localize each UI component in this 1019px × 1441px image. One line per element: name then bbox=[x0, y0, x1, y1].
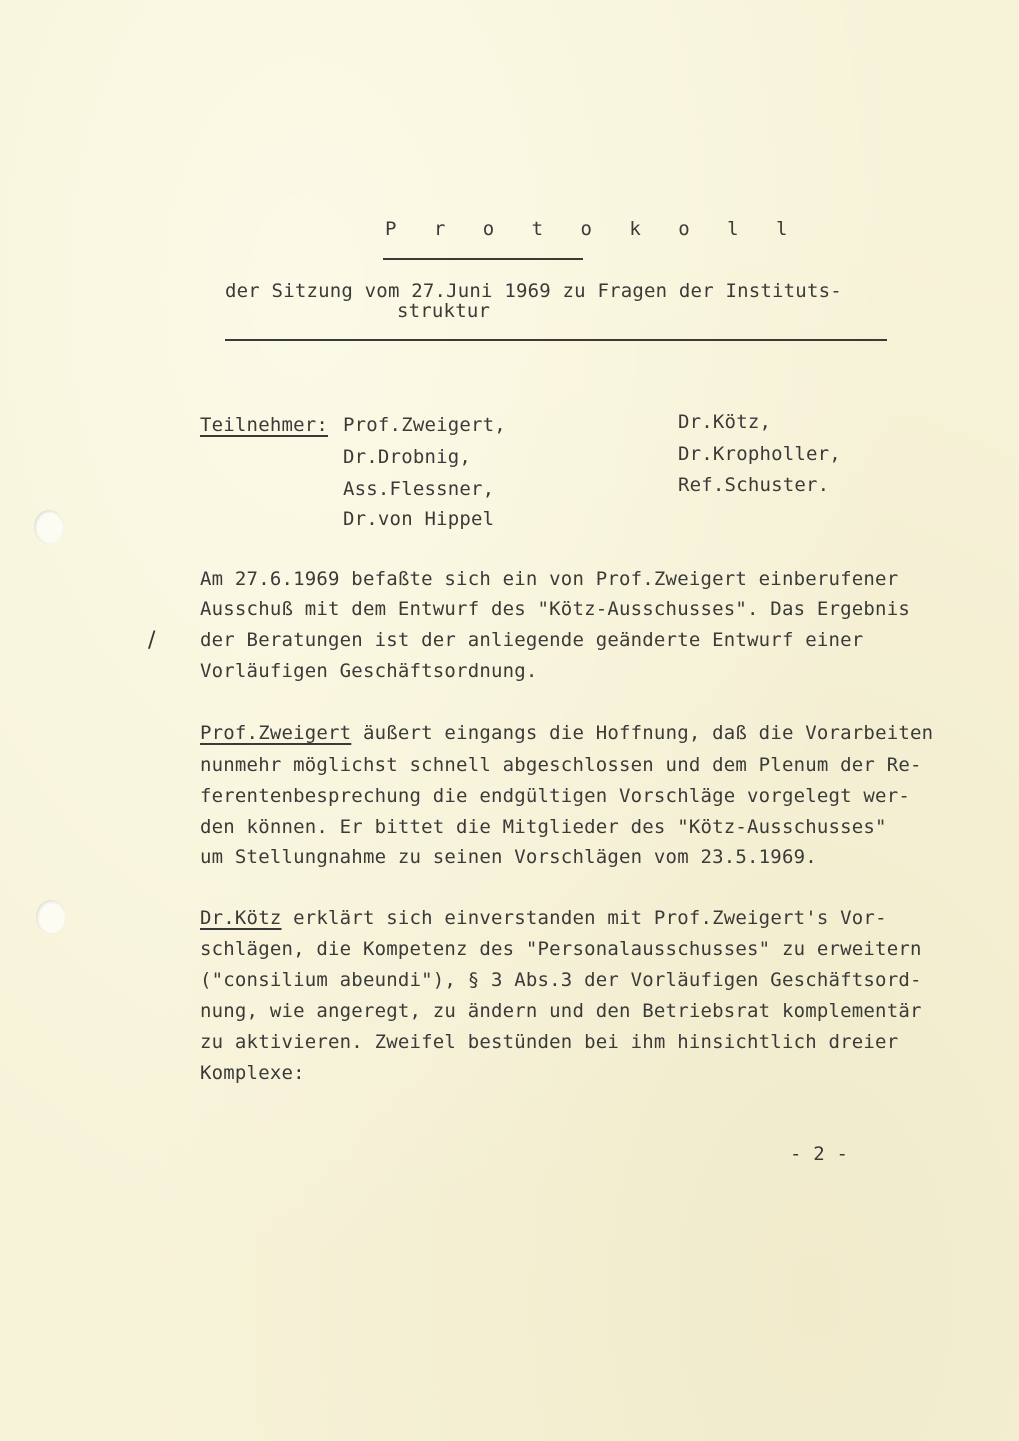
participant: Ref.Schuster. bbox=[678, 474, 830, 496]
margin-mark: / bbox=[148, 628, 156, 653]
speaker-name: Dr.Kötz bbox=[200, 907, 282, 929]
page-number: - 2 - bbox=[790, 1143, 849, 1165]
participant: Ass.Flessner, bbox=[343, 478, 495, 500]
paragraph3-line: zu aktivieren. Zweifel bestünden bei ihm hinsichtlich dreier bbox=[200, 1031, 899, 1053]
subtitle-line-1: der Sitzung vom 27.Juni 1969 zu Fragen der Instituts- bbox=[225, 280, 842, 302]
punch-hole-bottom bbox=[36, 900, 66, 934]
paragraph2-first-line bbox=[200, 722, 933, 744]
header-rule bbox=[225, 339, 887, 341]
subtitle-line-2: struktur bbox=[397, 300, 491, 322]
participant: Dr.Kropholler, bbox=[678, 443, 841, 465]
paragraph1-line: Ausschuß mit dem Entwurf des "Kötz-Ausschusses". Das Ergebnis bbox=[200, 598, 910, 620]
paragraph1-line: Vorläufigen Geschäftsordnung. bbox=[200, 660, 538, 682]
paragraph3-line: ("consilium abeundi"), § 3 Abs.3 der Vorläufigen Geschäftsord- bbox=[200, 969, 922, 991]
participant: Prof.Zweigert, bbox=[343, 414, 506, 436]
paragraph3-line: schlägen, die Kompetenz des "Personalausschusses" zu erweitern bbox=[200, 938, 922, 960]
participant: Dr.Kötz, bbox=[678, 411, 772, 433]
paragraph2-line: nunmehr möglichst schnell abgeschlossen und dem Plenum der Re- bbox=[200, 754, 922, 776]
paragraph2-line: um Stellungnahme zu seinen Vorschlägen vom 23.5.1969. bbox=[200, 846, 817, 868]
punch-hole-top bbox=[34, 510, 64, 544]
speaker-name: Prof.Zweigert bbox=[200, 722, 352, 744]
paragraph3-first-line-text: erklärt sich einverstanden mit Prof.Zweigert's Vor- bbox=[281, 907, 887, 929]
paragraph3-line: nung, wie angeregt, zu ändern und den Betriebsrat komplementär bbox=[200, 1000, 922, 1022]
participants-label: Teilnehmer: bbox=[200, 414, 329, 436]
paragraph1-line: der Beratungen ist der anliegende geänderte Entwurf einer bbox=[200, 629, 864, 651]
document-title: P r o t o k o l l bbox=[385, 218, 801, 240]
paragraph2-first-line-text: äußert eingangs die Hoffnung, daß die Vorarbeiten bbox=[351, 722, 934, 744]
paragraph3-line: Komplexe: bbox=[200, 1062, 305, 1084]
paragraph3-first-line bbox=[200, 907, 887, 929]
participant: Dr.von Hippel bbox=[343, 508, 495, 530]
participant: Dr.Drobnig, bbox=[343, 446, 472, 468]
paragraph2-line: den können. Er bittet die Mitglieder des "Kötz-Ausschusses" bbox=[200, 816, 887, 838]
paragraph2-line: ferentenbesprechung die endgültigen Vorschläge vorgelegt wer- bbox=[200, 785, 910, 807]
paragraph1-line: Am 27.6.1969 befaßte sich ein von Prof.Zweigert einberufener bbox=[200, 568, 899, 590]
title-underline bbox=[383, 258, 583, 260]
